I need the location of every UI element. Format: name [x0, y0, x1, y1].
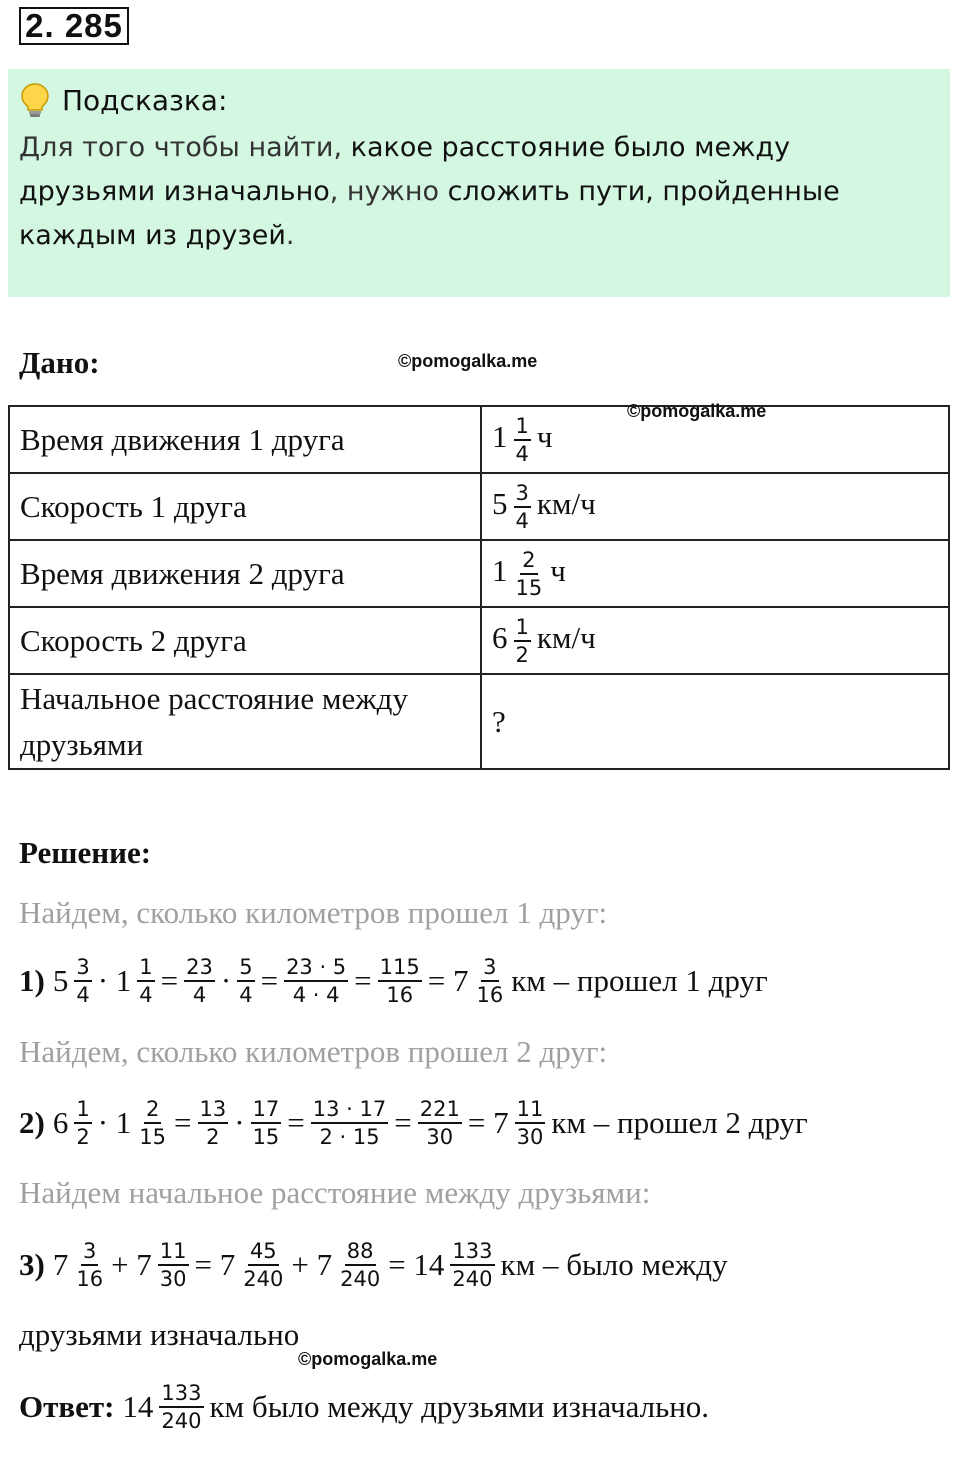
given-value	[481, 607, 949, 674]
denominator: 15	[515, 575, 543, 600]
solution-heading: Решение:	[19, 835, 152, 870]
step2-formula: 2) 6 $\frac{1}{2}$ · 1 $\frac{2}{15}$ = $\frac{13}{2}$ · $\frac{17}{15}$ = $\frac{13 \cdot 17}{2 \cdot 15}$ = $\frac{221}{30}$ = 7 $\frac{11}{30}$ км – прошел 2 друг	[19, 1097, 808, 1149]
whole-part: 1	[492, 552, 508, 588]
numerator: 2	[520, 549, 537, 575]
given-table	[8, 405, 950, 770]
given-value	[481, 540, 949, 607]
step1-intro: Найдем, сколько километров прошел 1 друг:	[19, 895, 608, 930]
numerator: 1	[514, 616, 531, 642]
fraction	[514, 415, 531, 465]
watermark: ©pomogalka.me	[398, 351, 538, 371]
denominator: 4	[515, 441, 529, 466]
hint-part: .	[285, 220, 295, 251]
denominator: 240	[161, 1409, 202, 1433]
given-label: Начальное расстояние между друзьями	[9, 674, 481, 769]
step2-intro: Найдем, сколько километров прошел 2 друг:	[19, 1034, 608, 1069]
given-label: Скорость 2 друга	[9, 607, 481, 674]
step-label: 1)	[19, 963, 45, 998]
step-label: 2)	[19, 1105, 45, 1140]
given-label: Скорость 1 друга	[9, 473, 481, 540]
table-row	[9, 406, 949, 473]
hint-part: сложить пути, пройденные каждым из друзей	[19, 176, 840, 251]
denominator: 4	[515, 508, 529, 533]
given-label: Время движения 2 друга	[9, 540, 481, 607]
step-tail: км – прошел 2 друг	[551, 1105, 808, 1140]
given-value	[481, 473, 949, 540]
fraction	[159, 1382, 203, 1432]
problem-number: 2. 285	[19, 7, 129, 45]
table-row	[9, 540, 949, 607]
answer-line	[19, 1372, 709, 1442]
fraction	[514, 616, 531, 666]
numerator: 3	[514, 482, 531, 508]
table-row	[9, 674, 949, 769]
fraction	[514, 482, 531, 532]
step1-formula: 1) 5 $\frac{3}{4}$ · 1 $\frac{1}{4}$ = $\frac{23}{4}$ · $\frac{5}{4}$ = $\frac{23 \cdot 5}{4 \cdot 4}$ = $\frac{115}{16}$ = 7 $\frac{3}{16}$ км – прошел 1 друг	[19, 955, 768, 1007]
numerator: 1	[514, 415, 531, 441]
given-label: Время движения 1 друга	[9, 406, 481, 473]
whole-part: 5	[492, 485, 508, 521]
step-tail: км – было между	[500, 1247, 728, 1282]
table-row	[9, 473, 949, 540]
whole-part: 6	[492, 619, 508, 655]
unit: ч	[550, 552, 566, 588]
table-row	[9, 607, 949, 674]
numerator: 133	[159, 1382, 203, 1408]
step3-intro: Найдем начальное расстояние между друзьями:	[19, 1175, 651, 1210]
given-heading: Дано:	[19, 345, 100, 380]
hint-title: Подсказка:	[62, 83, 228, 117]
hint-part: какое расстояние было между друзьями изначально	[19, 132, 791, 207]
hint-header	[20, 80, 227, 120]
step-label: 3)	[19, 1247, 45, 1282]
step3-formula: 3) 7 $\frac{3}{16}$ + 7 $\frac{11}{30}$ = 7 $\frac{45}{240}$ + 7 $\frac{88}{240}$ = 14 $\frac{133}{240}$ км – было между	[19, 1239, 728, 1291]
watermark: ©pomogalka.me	[298, 1349, 438, 1369]
answer-text: км было между друзьями изначально.	[209, 1389, 710, 1424]
lightbulb-icon	[20, 82, 50, 118]
fraction	[514, 549, 545, 599]
unit: км/ч	[536, 485, 596, 521]
unit: км/ч	[536, 619, 596, 655]
whole-part: 14	[122, 1389, 154, 1424]
watermark: ©pomogalka.me	[627, 401, 767, 421]
step-tail: км – прошел 1 друг	[511, 963, 768, 998]
given-value: ?	[481, 674, 949, 769]
answer-label: Ответ:	[19, 1389, 115, 1424]
unit: ч	[536, 418, 553, 454]
step3-tail2: друзьями изначально	[19, 1317, 300, 1352]
hint-text	[19, 126, 919, 258]
denominator: 2	[515, 642, 529, 667]
whole-part: 1	[492, 418, 508, 454]
hint-part: , нужно	[329, 176, 448, 207]
hint-part: Для того чтобы найти,	[19, 132, 351, 163]
